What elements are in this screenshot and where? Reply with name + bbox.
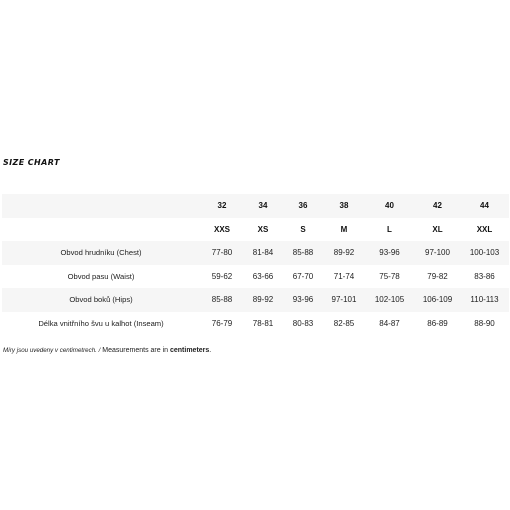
table-cell: 86-89 (427, 318, 448, 328)
table-cell: 71-74 (333, 271, 355, 281)
note-english: Measurements are in (100, 347, 170, 354)
header-cell: 42 (415, 194, 460, 218)
header-cell: XXS (213, 224, 230, 234)
note-czech: Míry jsou uvedeny v centimetrech. / (3, 347, 101, 354)
note-unit: centimeters (169, 347, 210, 354)
table-cell: 84-87 (379, 318, 400, 328)
page-title: SIZE CHART (3, 158, 60, 167)
header-cell: 40 (364, 194, 415, 218)
header-cell: XXL (476, 224, 493, 234)
table-cell: 89-92 (324, 241, 364, 265)
table-cell: 85-88 (282, 241, 324, 265)
table-row (2, 312, 509, 336)
table-cell: 102-105 (364, 288, 415, 312)
header-cell (2, 218, 200, 242)
table-cell: 97-101 (324, 288, 364, 312)
table-cell: 93-96 (282, 288, 324, 312)
table-cell: 79-82 (427, 271, 448, 281)
table-cell: 83-86 (474, 271, 495, 281)
table-cell: 89-92 (244, 288, 282, 312)
header-cell (2, 194, 200, 218)
row-label: Délka vnitřního švu u kalhot (Inseam) (38, 318, 164, 328)
header-row-letter (2, 218, 509, 242)
header-cell: 34 (244, 194, 282, 218)
table-cell: 80-83 (292, 318, 314, 328)
size-chart-table (2, 194, 509, 335)
table-cell: 110-113 (460, 288, 509, 312)
table-row (2, 288, 509, 312)
row-label: Obvod boků (Hips) (2, 288, 200, 312)
table-cell: 88-90 (474, 318, 495, 328)
table-cell: 97-100 (415, 241, 460, 265)
table-cell: 67-70 (292, 271, 314, 281)
header-cell: M (340, 224, 348, 234)
header-row-numeric (2, 194, 509, 218)
row-label: Obvod hrudníku (Chest) (2, 241, 200, 265)
measurement-note (3, 347, 211, 354)
header-cell: 32 (200, 194, 244, 218)
header-cell: S (300, 224, 306, 234)
table-cell: 100-103 (460, 241, 509, 265)
table-cell: 81-84 (244, 241, 282, 265)
table-row (2, 241, 509, 265)
row-label: Obvod pasu (Waist) (67, 271, 135, 281)
header-cell: XS (257, 224, 269, 234)
table-cell: 82-85 (333, 318, 355, 328)
table-cell: 63-66 (252, 271, 274, 281)
table-cell: 59-62 (211, 271, 233, 281)
table-cell: 75-78 (379, 271, 400, 281)
table-cell: 77-80 (200, 241, 244, 265)
header-cell: 38 (324, 194, 364, 218)
table-row (2, 265, 509, 289)
table-cell: 76-79 (211, 318, 233, 328)
table-cell: 78-81 (252, 318, 274, 328)
table-cell: 106-109 (415, 288, 460, 312)
table-cell: 93-96 (364, 241, 415, 265)
note-end: . (209, 347, 212, 354)
table-cell: 85-88 (200, 288, 244, 312)
header-cell: L (387, 224, 392, 234)
header-cell: 36 (282, 194, 324, 218)
header-cell: 44 (460, 194, 509, 218)
header-cell: XL (432, 224, 443, 234)
